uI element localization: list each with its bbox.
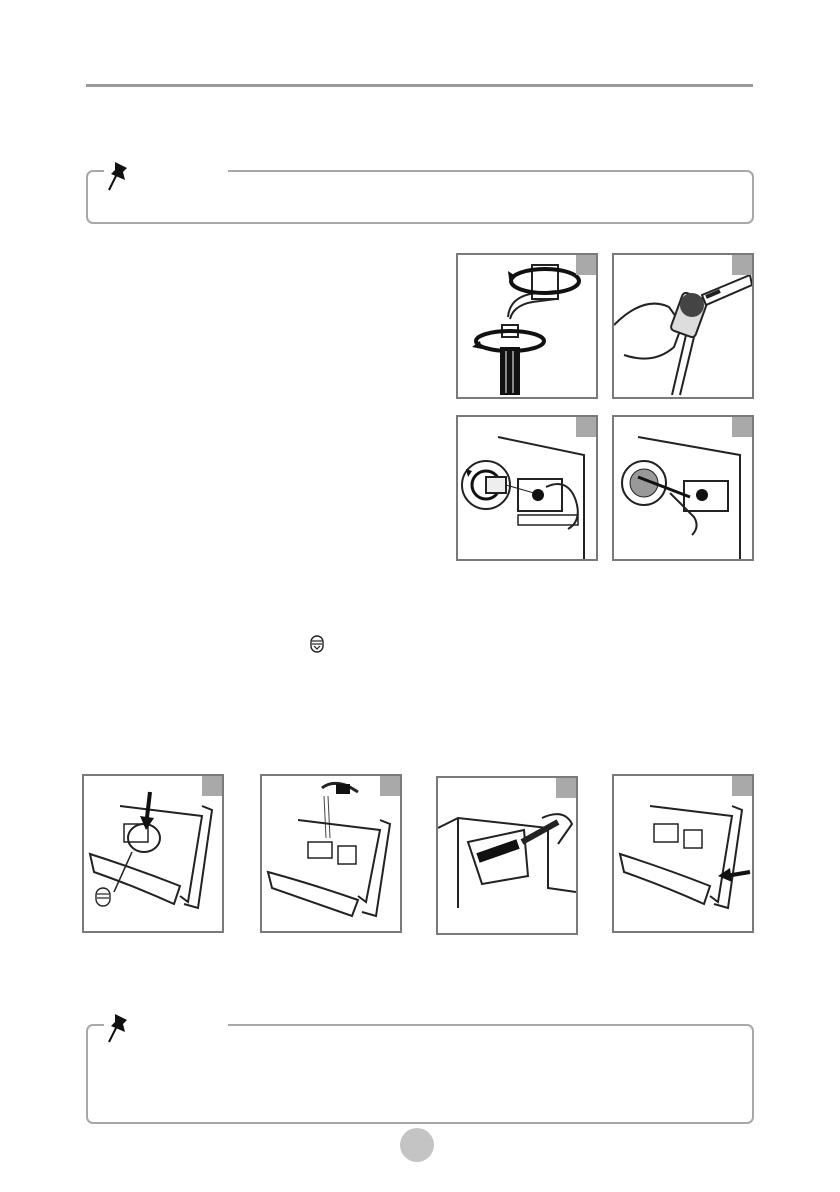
figure-rinse-drawer: [260, 774, 402, 933]
figure-remove-filter: [612, 415, 754, 561]
figure-number-tag: [732, 417, 752, 437]
figure-brush-recess: [436, 776, 578, 935]
figure-number-tag: [576, 255, 596, 275]
rinse-drawer-tap-icon: [262, 776, 400, 931]
brush-drawer-recess-icon: [438, 778, 576, 933]
push-drawer-back-icon: [614, 776, 752, 931]
unscrew-inlet-hose-icon: [458, 417, 596, 559]
figure-number-tag: [556, 778, 576, 798]
faucet-hose-unscrew-icon: [458, 255, 596, 397]
pushpin-icon: [103, 158, 135, 197]
figure-faucet-hose: [456, 253, 598, 399]
figure-number-tag: [380, 776, 400, 796]
figure-press-lever: [82, 774, 224, 933]
figure-number-tag: [732, 255, 752, 275]
page-number-badge: [400, 1128, 434, 1162]
figure-unscrew-inlet-hose: [456, 415, 598, 561]
figure-push-drawer: [612, 774, 754, 933]
figure-brush-filter: [612, 253, 754, 399]
pushpin-icon: [103, 1010, 135, 1049]
figure-number-tag: [576, 417, 596, 437]
siphon-cap-icon: [310, 635, 324, 658]
figure-number-tag: [732, 776, 752, 796]
brush-cleaning-filter-icon: [614, 255, 752, 397]
note-box-bottom: [86, 1024, 754, 1124]
figure-number-tag: [202, 776, 222, 796]
note-box-top: [86, 170, 754, 224]
header-rule: [86, 84, 753, 87]
remove-filter-pliers-icon: [614, 417, 752, 559]
press-release-lever-icon: [84, 776, 222, 931]
